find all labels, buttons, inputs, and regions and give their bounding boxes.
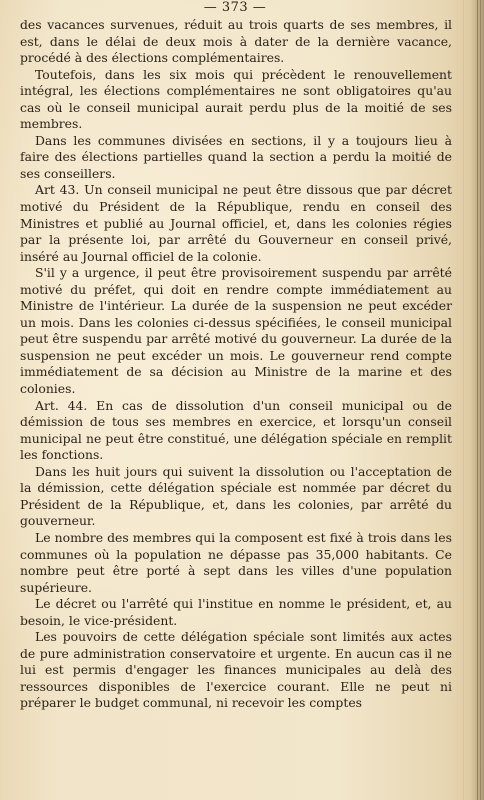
gutter-line (480, 0, 481, 800)
paragraph: S'il y a urgence, il peut être provisoirement suspendu par arrêté motivé du préfet, qui doit en rendre compte immédiatement au Ministre de l'intérieur. La durée de la suspension ne peut excéder un mois. Dans les colonies ci-dessus spécifiées, le conseil municipal peut être suspendu par arrêté motivé du gouverneur. La durée de la suspension ne peut excéder un mois. Le gouverneur rend compte immédiatement de sa décision au Ministre de la marine et des colonies. (20, 265, 452, 397)
paragraph: Dans les communes divisées en sections, il y a toujours lieu à faire des élections partielles quand la section a perdu la moitié de ses conseillers. (20, 132, 452, 181)
paragraph: Toutefois, dans les six mois qui précèdent le renouvellement intégral, les élections complémentaires ne sont obligatoires qu'au cas où le conseil municipal aurait perdu plus de la moitié de ses membres. (20, 66, 452, 132)
body-text (20, 17, 452, 712)
paragraph: Les pouvoirs de cette délégation spéciale sont limités aux actes de pure administration conservatoire et urgente. En aucun cas il ne lui est permis d'engager les finances municipales au delà des ressources disponibles de l'exercice courant. Elle ne peut ni préparer le budget communal, ni recevoir les comptes (20, 629, 452, 711)
paragraph: Le décret ou l'arrêté qui l'institue en nomme le président, et, au besoin, le vice-président. (20, 596, 452, 628)
page-number: — 373 — (203, 0, 267, 15)
paragraph-article-43: Art 43. Un conseil municipal ne peut être dissous que par décret motivé du Président de la République, rendu en conseil des Ministres et publié au Journal officiel, et, dans les colonies régies par la présente loi, par arrêté du Gouverneur en conseil privé, inséré au Journal officiel de la colonie. (20, 182, 452, 264)
gutter-line (477, 0, 478, 800)
paragraph: Dans les huit jours qui suivent la dissolution ou l'acceptation de la démission, cette délégation spéciale est nommée par décret du Président de la République, et, dans les colonies, par arrêté du gouverneur. (20, 463, 452, 529)
page-fold-shadow (463, 0, 464, 800)
paragraph: des vacances survenues, réduit au trois quarts de ses membres, il est, dans le délai de deux mois à dater de la dernière vacance, procédé à des élections complémentaires. (20, 17, 452, 66)
paragraph: Le nombre des membres qui la composent est fixé à trois dans les communes où la population ne dépasse pas 35,000 habitants. Ce nombre peut être porté à sept dans les villes d'une population supérieure. (20, 529, 452, 595)
paragraph-article-44: Art. 44. En cas de dissolution d'un conseil municipal ou de démission de tous ses membres en exercice, et lorsqu'un conseil municipal ne peut être constitué, une délégation spéciale en remplit les fonctions. (20, 397, 452, 463)
page-gutter (470, 0, 484, 800)
